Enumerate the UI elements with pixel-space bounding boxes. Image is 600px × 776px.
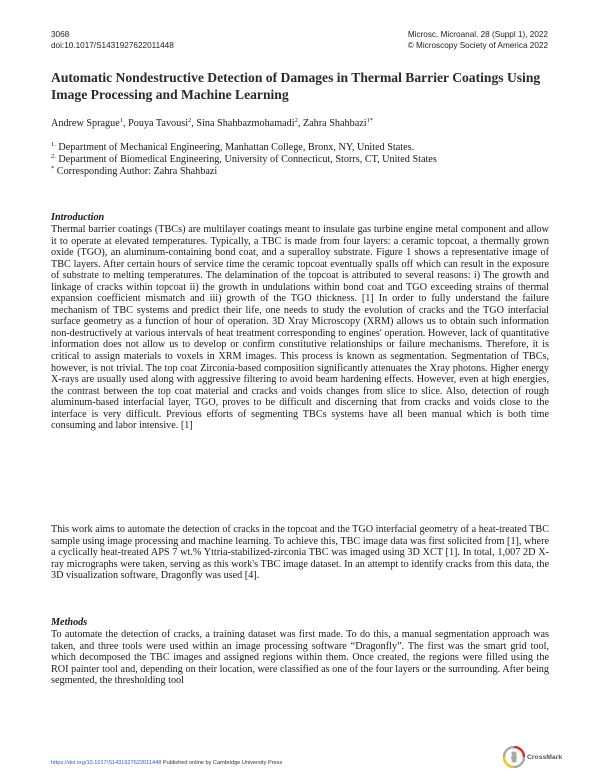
introduction-paragraph-2: This work aims to automate the detection of cracks in the topcoat and the TGO interfacial geometry of a heat-treated TBC sample using image processing and machine learning. To achieve this, TBC image data was first solicited from [1], where a cyclically heat-treated APS 7 wt.% Yttria-stabilized-zirconia TBC was imaged using 3D XCT [1]. In total, 1,007 2D X-ray micrographs were taken, serving as this work's TBC image dataset. In an attempt to identify cracks from this data, the 3D visualization software, Dragonfly was used [4]. — [51, 524, 549, 582]
footer-doi-link[interactable]: https://doi.org/10.1017/S1431927622011448 — [51, 760, 162, 766]
author: Andrew Sprague$^1$, — [51, 117, 129, 129]
page-header-left — [51, 30, 174, 51]
crossmark-label: CrossMark — [527, 753, 563, 761]
affiliation-list — [51, 142, 437, 177]
journal-citation: Microsc. Microanal. 28 (Suppl 1), 2022 — [407, 30, 548, 39]
methods-heading: Methods — [51, 617, 88, 628]
doi: doi:10.1017/S1431927622011448 — [51, 40, 174, 50]
copyright: © Microscopy Society of America 2022 — [407, 40, 548, 50]
footer — [51, 760, 282, 766]
affiliation: $^{1.}$ Department of Mechanical Engineering, Manhattan College, Bronx, NY, United States. — [51, 141, 415, 153]
author: Pouya Tavousi$^2$, — [128, 117, 197, 129]
page-header-right — [408, 30, 548, 51]
introduction-heading: Introduction — [51, 212, 105, 223]
author: Zahra Shahbazi$^{1*}$ — [302, 117, 374, 129]
introduction-paragraph-1: Thermal barrier coatings (TBCs) are multilayer coatings meant to insulate gas turbine engine metal component and allow it to operate at elevated temperatures. Typically, a TBC is made from four layers: a ceramic topcoat, a thermally grown oxide (TGO), an aluminum-containing bond coat, and a superalloy substrate. Figure 1 shows a representative image of TBC layers. After certain hours of service time the ceramic topcoat eventually spalls off which can result in the exposure of substrate to melting temperatures. The delamination of the topcoat is attributed to several reasons: i) The growth and linkage of cracks within topcoat ii) the growth in undulations within bond coat and TGO exceeding strains of thermal expansion coefficient mismatch and iii) growth of the TGO thickness. [1] In order to fully understand the failure mechanism of TBC systems and predict their life, one needs to study the evolution of cracks and the TGO interfacial surface geometry as a function of hour of operation. 3D Xray Microscopy (XRM) allows us to obtain such information non-destructively at various intervals of heat treatment corresponding to engines' operation. However, lack of quantitative information does not allow us to develop or confirm constitutive relationships or failure mechanisms. Therefore, it is critical to assign materials to voxels in XRM images. This process is known as segmentation. Segmentation of TBCs, however, is not trivial. The top coat Zirconia-based composition significantly attenuates the Xray photons. Higher energy X-rays are usually used along with aggressive filtering to avoid beam hardening effects. However, even at high energies, the contrast between the top coat material and cracks and voids changes from slice to slice. Also, detection of rough aluminum-based interfacial layer, TGO, proves to be difficult and discerning that from cracks and voids close to the interface is very difficult. Previous efforts of segmenting TBCs systems have all been manual which is both time consuming and labor intensive. [1] — [51, 224, 549, 432]
affiliation: $^{2.}$ Department of Biomedical Engineering, University of Connecticut, Storrs, CT, United States — [51, 152, 437, 165]
corresponding-author: * Corresponding Author: Zahra Shahbazi — [51, 164, 218, 177]
footer-published: Published online by Cambridge University Press — [161, 760, 283, 766]
crossmark-badge[interactable] — [503, 746, 562, 768]
page-number: 3068 — [51, 30, 70, 39]
author: Sina Shahbazmohamadi$^2$, — [196, 117, 303, 129]
methods-paragraph-1: To automate the detection of cracks, a training dataset was first made. To do this, a manual segmentation approach was taken, and three tools were used within an image processing software “Dragonfly”. The first was the smart grid tool, which decomposed the TBC images and assigned regions within them. Once created, the regions were filled using the ROI painter tool and, depending on their location, were classified as one of the four layers or the surrounding. After being segmented, the thresholding tool — [51, 629, 549, 687]
paper-title: Automatic Nondestructive Detection of Damages in Thermal Barrier Coatings Using Image Processing and Machine Learning — [51, 70, 541, 102]
author-list — [51, 118, 373, 129]
crossmark-icon — [503, 746, 525, 768]
